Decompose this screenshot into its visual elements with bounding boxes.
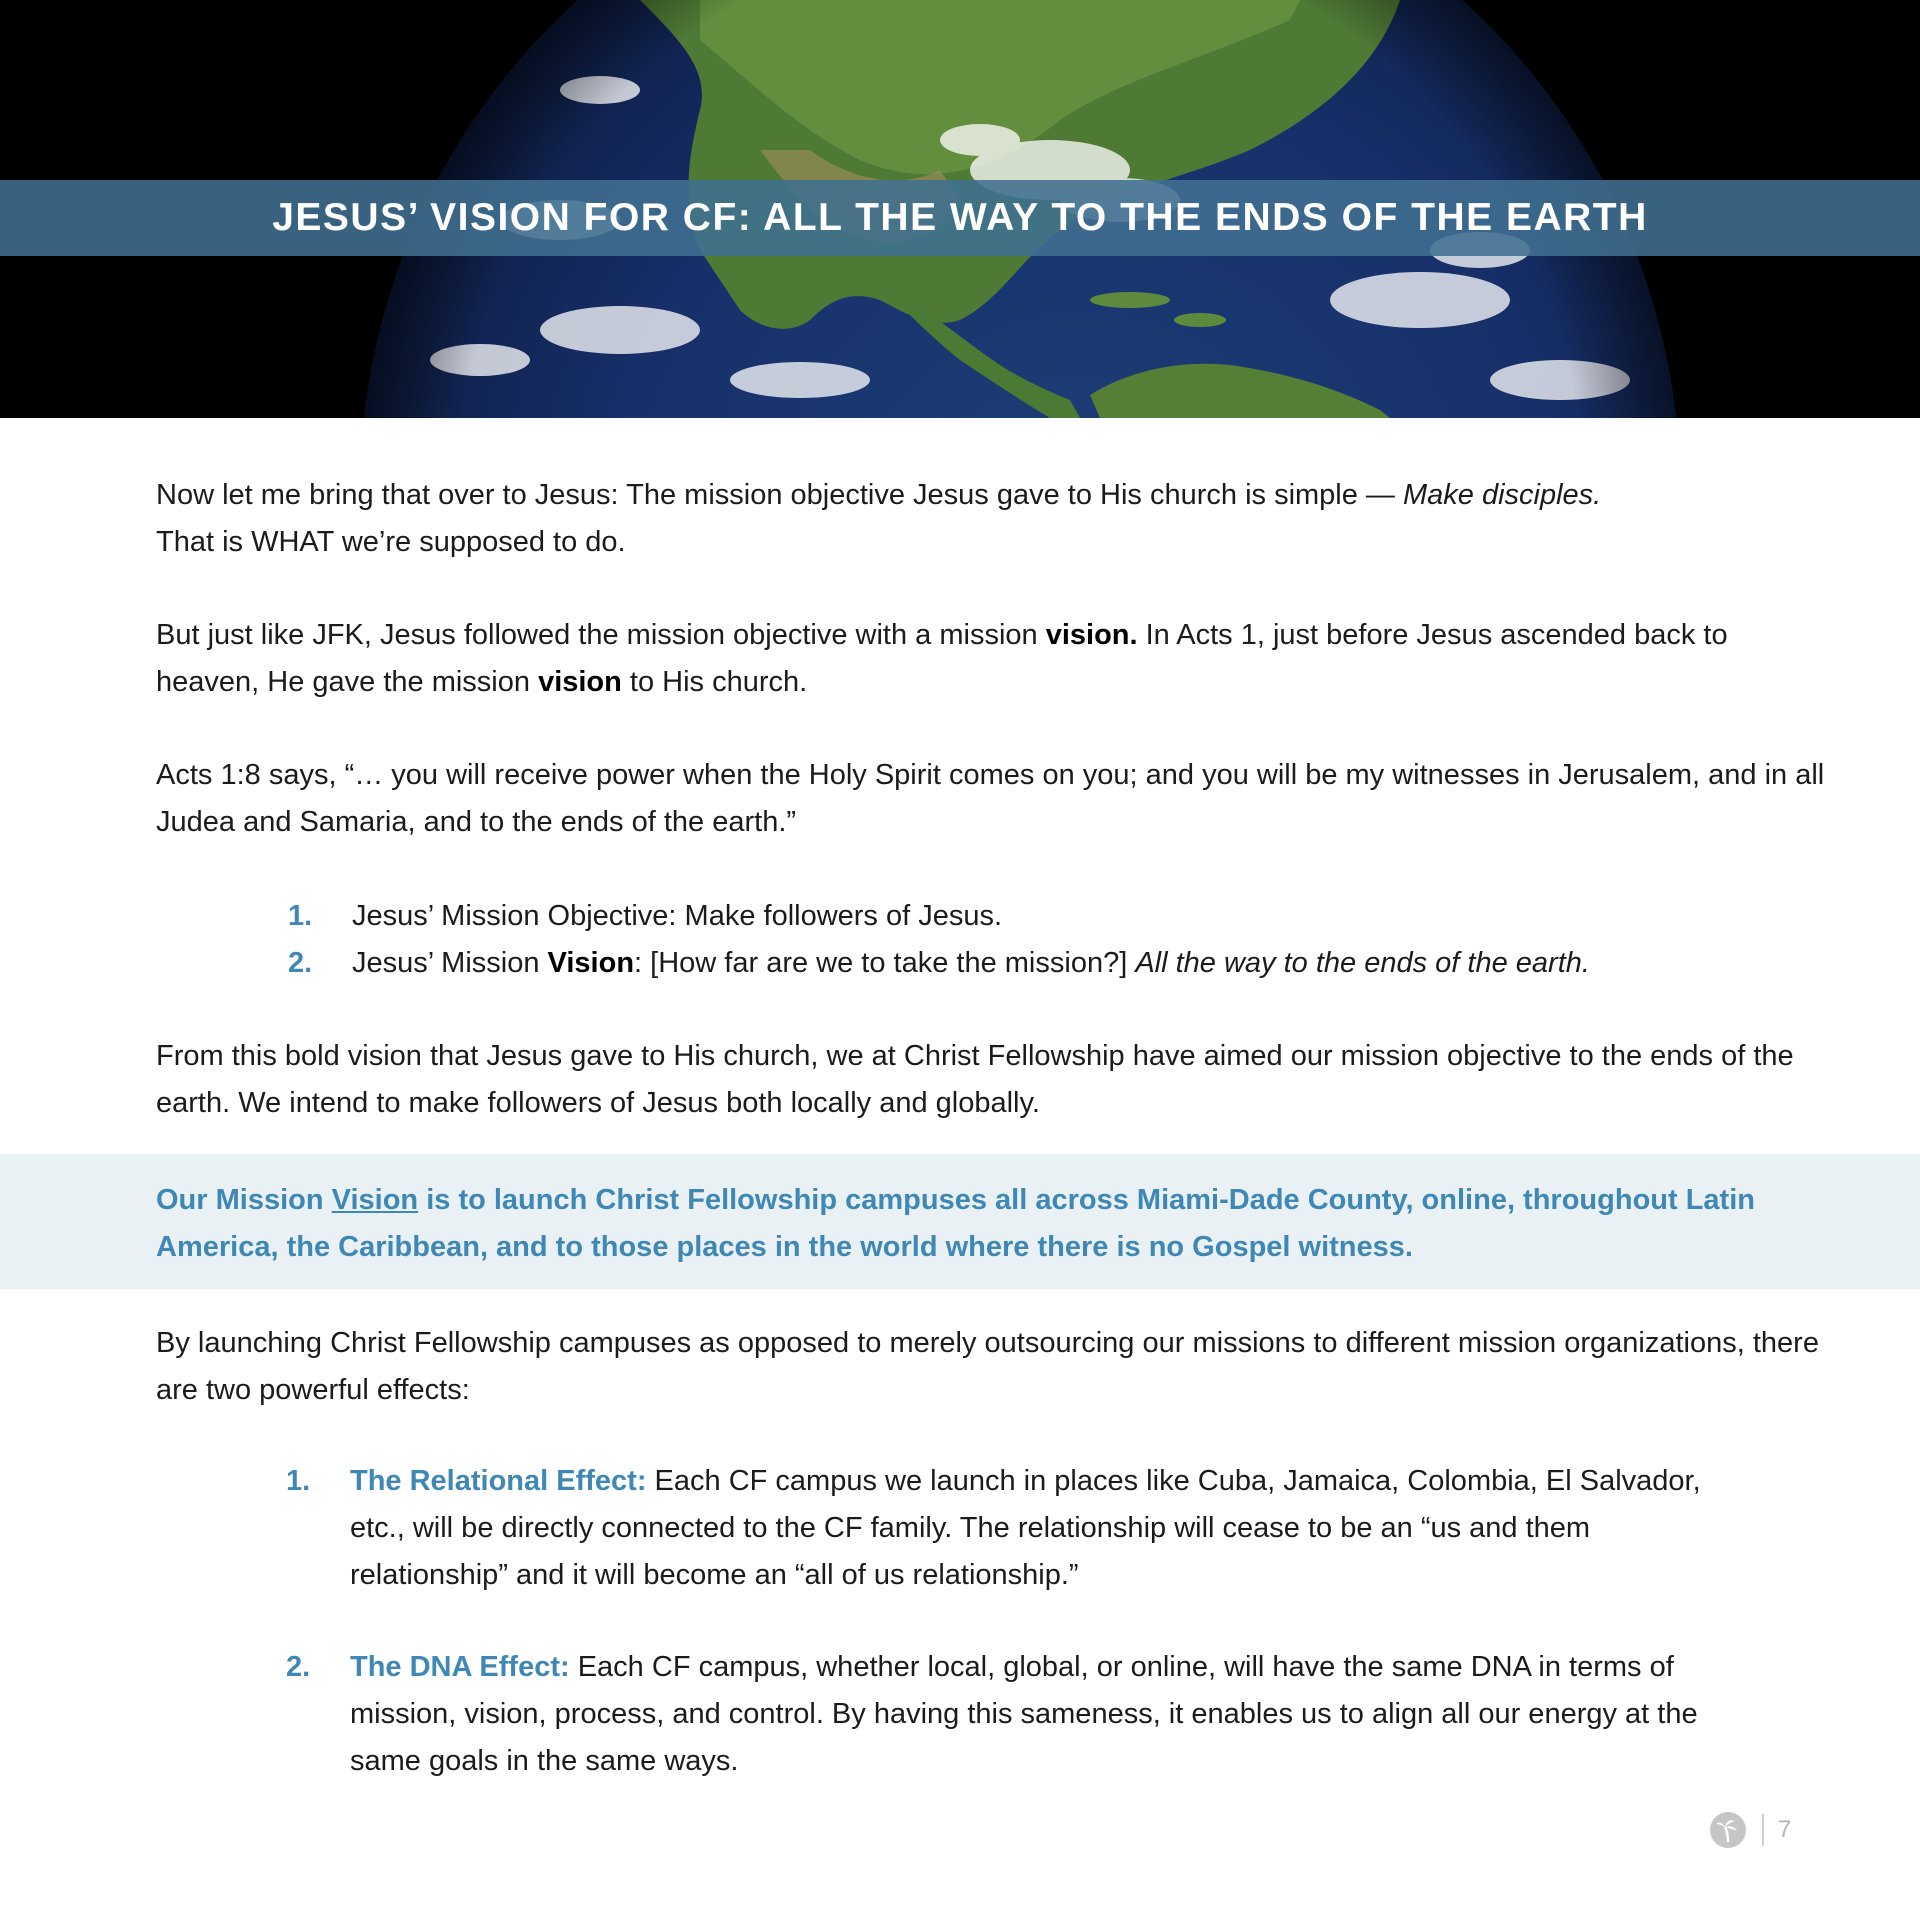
paragraph-bold-vision bbox=[156, 1033, 1836, 1127]
callout-b: is to launch Christ Fellowship campuses all across Miami-Dade County, online, throughout Latin America, the Caribbean, and to those places in the world where there is no Gospel witness. bbox=[156, 1184, 1755, 1263]
p2-bold-2: vision bbox=[538, 666, 622, 698]
list-text bbox=[352, 940, 1808, 987]
list-text bbox=[350, 1458, 1706, 1599]
palm-tree-logo-icon bbox=[1710, 1812, 1746, 1848]
list-item bbox=[286, 1644, 1706, 1785]
p1-italic: Make disciples. bbox=[1403, 479, 1602, 511]
list-item bbox=[288, 940, 1808, 987]
list-item bbox=[288, 893, 1808, 940]
list-text-italic: All the way to the ends of the earth. bbox=[1135, 947, 1590, 979]
list-number: 1. bbox=[286, 1465, 311, 1497]
paragraph-two-effects bbox=[156, 1320, 1836, 1414]
list-text-a: Jesus’ Mission bbox=[352, 947, 548, 979]
p3-text: Acts 1:8 says, “… you will receive power when the Holy Spirit comes on you; and you will be my witnesses in Jerusalem, and in all Judea and Samaria, and to the ends of the earth.” bbox=[156, 759, 1825, 838]
p1-line2: That is WHAT we’re supposed to do. bbox=[156, 526, 626, 558]
list-item bbox=[286, 1458, 1706, 1599]
p2-d: to His church. bbox=[621, 666, 808, 698]
p2-a: But just like JFK, Jesus followed the mission objective with a mission bbox=[156, 619, 1046, 651]
title-part-1: JESUS’ VISION FOR CF: bbox=[272, 196, 764, 239]
effect-text: Each CF campus we launch in places like Cuba, Jamaica, Colombia, El Salvador, etc., will be directly connected to the CF family. The relationship will cease to be an “us and them relationship” and it will become an “all of us relationship.” bbox=[350, 1465, 1701, 1591]
list-text-b: : [How far are we to take the mission?] bbox=[634, 947, 1136, 979]
p5-text: By launching Christ Fellowship campuses as opposed to merely outsourcing our missions to different mission organizations, there are two powerful effects: bbox=[156, 1327, 1819, 1406]
effects-list bbox=[286, 1458, 1706, 1785]
page-number: 7 bbox=[1778, 1816, 1792, 1843]
paragraph-mission-vision bbox=[156, 612, 1836, 706]
list-number: 2. bbox=[288, 947, 313, 979]
list-number: 1. bbox=[288, 900, 313, 932]
hero-banner bbox=[0, 0, 1920, 418]
page-title-band bbox=[0, 180, 1920, 256]
p2-c: In Acts 1, just before Jesus ascended back to heaven, He gave the mission bbox=[156, 619, 1728, 698]
list-text-bold: Vision bbox=[547, 947, 635, 979]
paragraph-mission-objective bbox=[156, 472, 1836, 566]
list-text bbox=[350, 1644, 1706, 1785]
effect-text: Each CF campus, whether local, global, or online, will have the same DNA in terms of mission, vision, process, and control. By having this sameness, it enables us to align all our energy at the same goals in the same ways. bbox=[350, 1651, 1698, 1777]
p1-text: Now let me bring that over to Jesus: The mission objective Jesus gave to His church is simple — bbox=[156, 479, 1403, 511]
p2-bold-1: vision. bbox=[1045, 619, 1138, 651]
callout-a: Our Mission bbox=[156, 1184, 332, 1216]
title-part-2: ALL THE WAY TO THE ENDS OF THE EARTH bbox=[763, 196, 1648, 239]
p4-text: From this bold vision that Jesus gave to His church, we at Christ Fellowship have aimed our mission objective to the ends of the earth. We intend to make followers of Jesus both locally and globally. bbox=[156, 1040, 1794, 1119]
effect-title: The Relational Effect: bbox=[350, 1465, 647, 1497]
page-title bbox=[272, 196, 1648, 240]
callout-text bbox=[156, 1177, 1836, 1271]
page-footer bbox=[1710, 1812, 1791, 1848]
callout-underlined: Vision bbox=[331, 1184, 419, 1216]
footer-divider bbox=[1762, 1814, 1764, 1846]
effect-title: The DNA Effect: bbox=[350, 1651, 570, 1683]
mission-list bbox=[288, 893, 1808, 987]
paragraph-acts-quote bbox=[156, 752, 1836, 846]
list-text: Jesus’ Mission Objective: Make followers of Jesus. bbox=[352, 900, 1003, 932]
list-number: 2. bbox=[286, 1651, 311, 1683]
